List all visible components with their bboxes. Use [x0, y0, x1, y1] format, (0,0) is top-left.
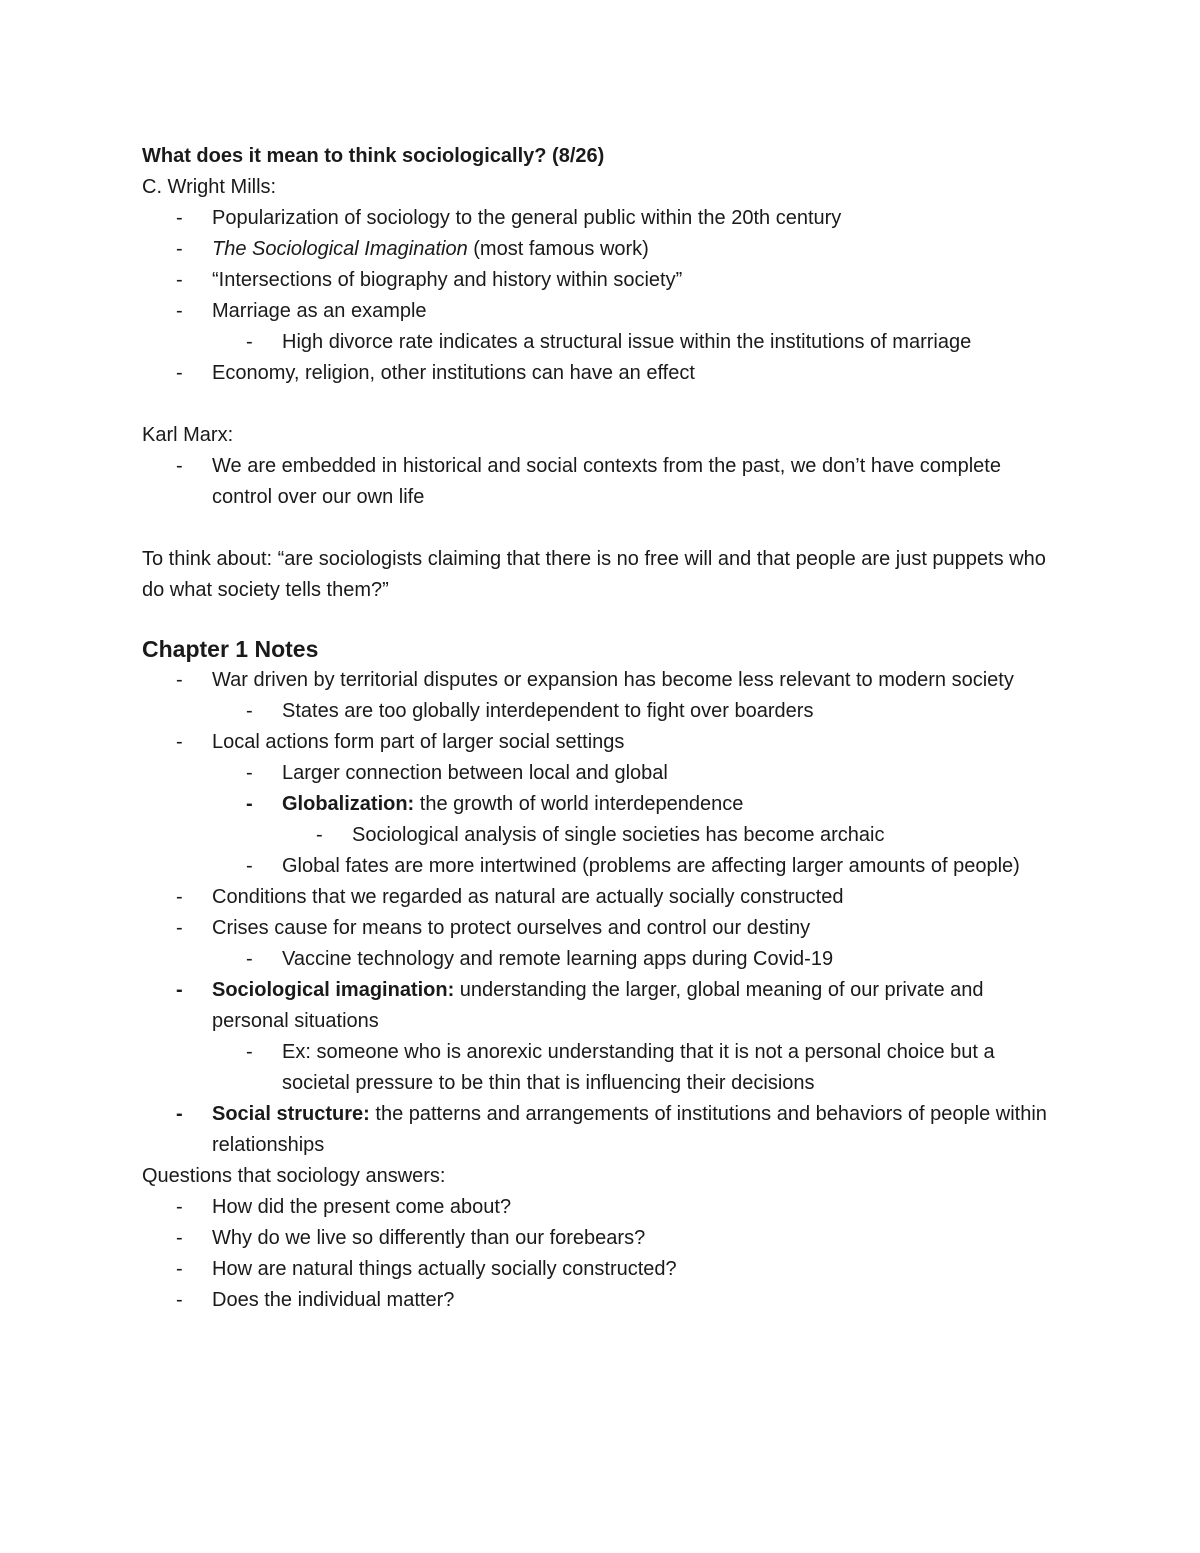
mills-label: C. Wright Mills:	[142, 176, 277, 198]
dash-bullet: -	[176, 1227, 183, 1249]
dash-bullet: -	[176, 1289, 183, 1311]
list-item: - Economy, religion, other institutions can have an effect	[142, 358, 1062, 389]
marx-list	[142, 451, 1062, 513]
list-item: - Sociological imagination: understanding the larger, global meaning of our private and personal situations - Ex: someone who is anorexic understanding that it is not a personal choice but a societal pressure to be thin that is influencing their decisions	[142, 975, 1062, 1099]
mills-list	[142, 203, 1062, 389]
list-item: - Why do we live so differently than our forebears?	[142, 1223, 1062, 1254]
list-item: - War driven by territorial disputes or expansion has become less relevant to modern society - States are too globally interdependent to fight over boarders	[142, 665, 1062, 727]
document-page	[142, 141, 1062, 1316]
list-item: - Social structure: the patterns and arrangements of institutions and behaviors of people within relationships	[142, 1099, 1062, 1161]
sub-list	[212, 758, 1062, 882]
dash-bullet: -	[176, 238, 183, 260]
dash-bullet: -	[176, 269, 183, 291]
list-item: - Does the individual matter?	[142, 1285, 1062, 1316]
marx-label: Karl Marx:	[142, 424, 234, 446]
dash-bullet: -	[176, 731, 183, 753]
term-globalization: Globalization:	[282, 793, 415, 815]
list-item: - Vaccine technology and remote learning apps during Covid-19	[212, 944, 1062, 975]
dash-bullet: -	[176, 1103, 183, 1125]
list-item: - Marriage as an example - High divorce rate indicates a structural issue within the institutions of marriage	[142, 296, 1062, 358]
list-item: - Popularization of sociology to the general public within the 20th century	[142, 203, 1062, 234]
dash-bullet: -	[176, 300, 183, 322]
think-about-paragraph: To think about: “are sociologists claiming that there is no free will and that people are just puppets who do what society tells them?”	[142, 548, 1046, 601]
list-item: - Ex: someone who is anorexic understanding that it is not a personal choice but a societal pressure to be thin that is influencing their decisions	[212, 1037, 1062, 1099]
list-item: - Sociological analysis of single societies has become archaic	[282, 820, 1062, 851]
questions-label: Questions that sociology answers:	[142, 1165, 446, 1187]
section-title: What does it mean to think sociologically? (8/26)	[142, 145, 605, 167]
questions-list	[142, 1192, 1062, 1316]
dash-bullet: -	[246, 855, 253, 877]
dash-bullet: -	[176, 979, 183, 1001]
list-item: - “Intersections of biography and history within society”	[142, 265, 1062, 296]
sub-list	[212, 327, 1062, 358]
sub-list	[212, 944, 1062, 975]
list-item: - The Sociological Imagination (most famous work)	[142, 234, 1062, 265]
chapter-heading: Chapter 1 Notes	[142, 636, 319, 662]
dash-bullet: -	[246, 331, 253, 353]
list-item: - States are too globally interdependent to fight over boarders	[212, 696, 1062, 727]
list-item: - High divorce rate indicates a structural issue within the institutions of marriage	[212, 327, 1062, 358]
dash-bullet: -	[246, 793, 253, 815]
list-item: - Conditions that we regarded as natural are actually socially constructed	[142, 882, 1062, 913]
dash-bullet: -	[176, 207, 183, 229]
list-item: - Globalization: the growth of world interdependence - Sociological analysis of single societies has become archaic	[212, 789, 1062, 851]
dash-bullet: -	[246, 948, 253, 970]
dash-bullet: -	[246, 762, 253, 784]
dash-bullet: -	[176, 886, 183, 908]
dash-bullet: -	[316, 824, 323, 846]
term-social-structure: Social structure:	[212, 1103, 370, 1125]
list-item: - We are embedded in historical and social contexts from the past, we don’t have complete control over our own life	[142, 451, 1062, 513]
dash-bullet: -	[176, 1196, 183, 1218]
term-sociological-imagination: Sociological imagination:	[212, 979, 455, 1001]
sub-list	[282, 820, 1062, 851]
list-item: - How are natural things actually socially constructed?	[142, 1254, 1062, 1285]
list-item: - Global fates are more intertwined (problems are affecting larger amounts of people)	[212, 851, 1062, 882]
dash-bullet: -	[246, 1041, 253, 1063]
dash-bullet: -	[176, 362, 183, 384]
list-item: - Local actions form part of larger social settings - Larger connection between local and global - Globalization: the growth of world interdependence - Sociological analysis of single societies has become archaic - Global fates are more intertwined (problems are affecting larger amounts of people)	[142, 727, 1062, 882]
sub-list	[212, 696, 1062, 727]
dash-bullet: -	[176, 1258, 183, 1280]
sub-list	[212, 1037, 1062, 1099]
list-item: - Crises cause for means to protect ourselves and control our destiny - Vaccine technology and remote learning apps during Covid-19	[142, 913, 1062, 975]
dash-bullet: -	[176, 455, 183, 477]
list-item: - Larger connection between local and global	[212, 758, 1062, 789]
chapter-notes-list	[142, 665, 1062, 1161]
dash-bullet: -	[246, 700, 253, 722]
list-item: - How did the present come about?	[142, 1192, 1062, 1223]
dash-bullet: -	[176, 669, 183, 691]
dash-bullet: -	[176, 917, 183, 939]
work-title: The Sociological Imagination	[212, 238, 468, 260]
